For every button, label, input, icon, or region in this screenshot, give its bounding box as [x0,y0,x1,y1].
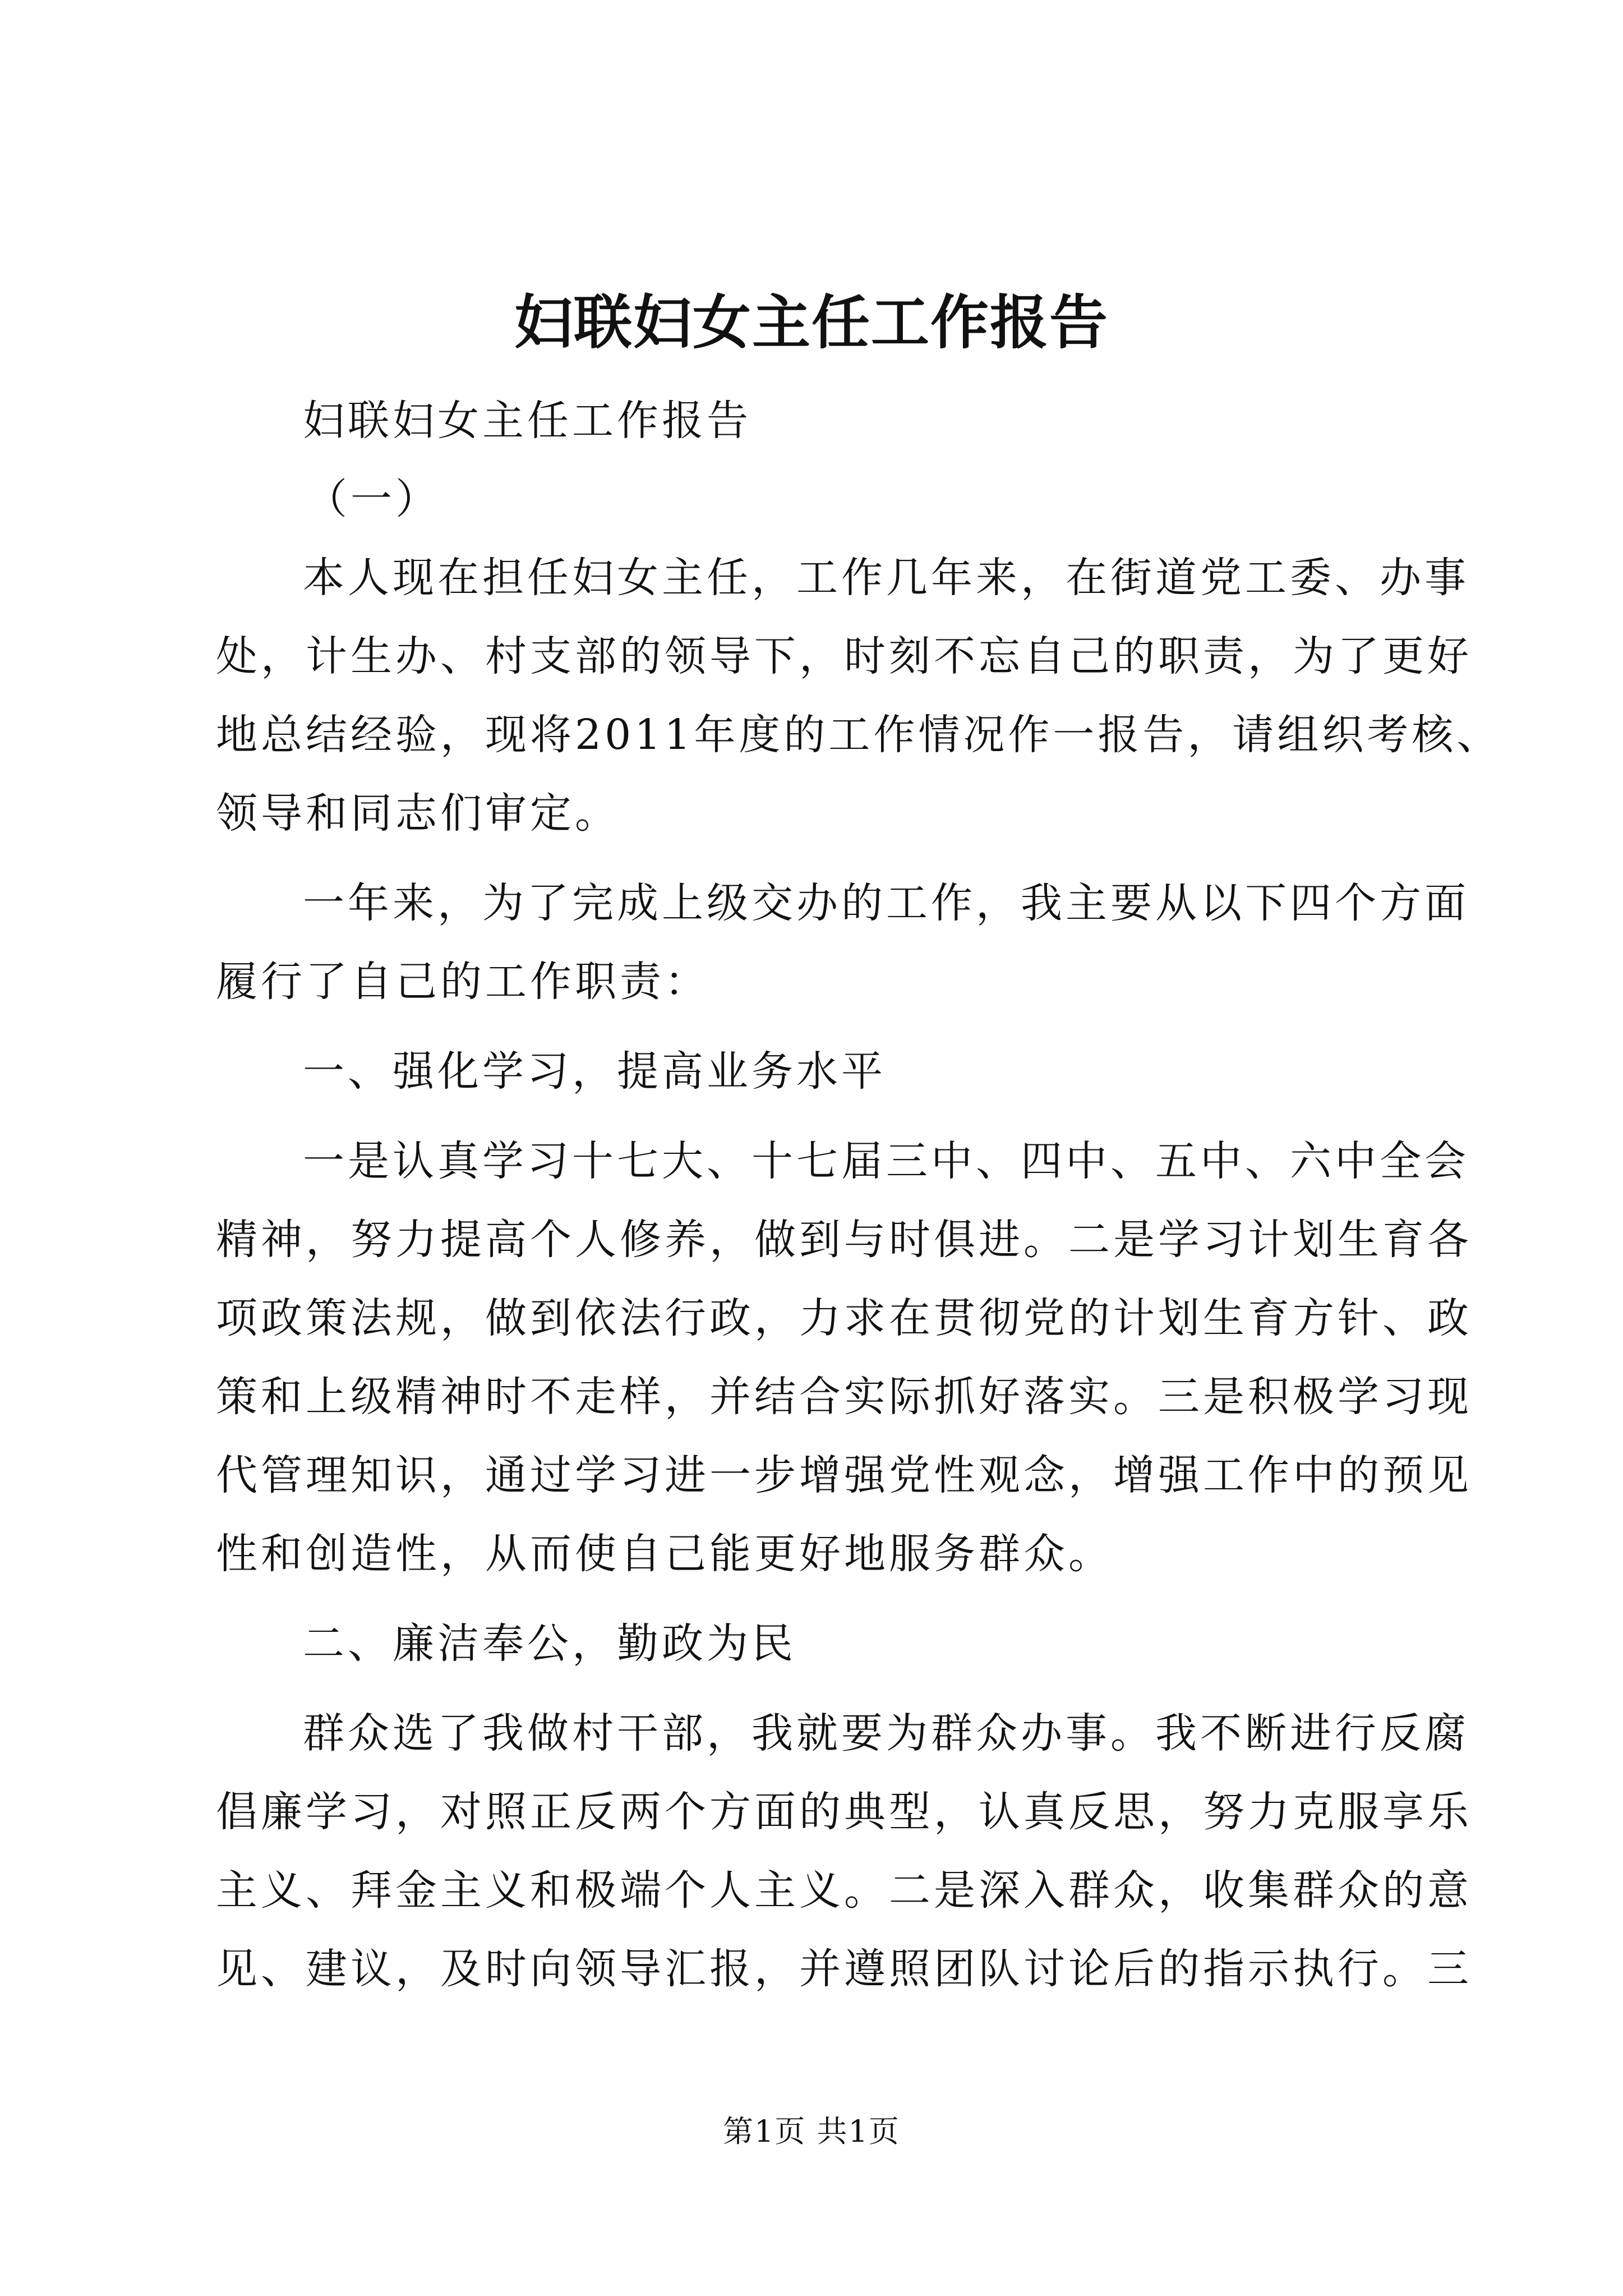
subtitle-line: 妇联妇女主任工作报告 [303,397,751,445]
paragraph-line: 地总结经验，现将2011年度的工作情况作一报告，请组织考核、 [216,711,1502,759]
paragraph-line: 领导和同志们审定。 [216,789,620,838]
paragraph-line: 本人现在担任妇女主任，工作几年来，在街道党工委、办事 [303,554,1469,602]
section-number-line: （一） [306,475,440,523]
paragraph-line: 倡廉学习，对照正反两个方面的典型，认真反思，努力克服享乐 [216,1788,1472,1836]
paragraph-line: 性和创造性，从而使自己能更好地服务群众。 [216,1530,1113,1578]
paragraph-line: 主义、拜金主义和极端个人主义。二是深入群众，收集群众的意 [216,1866,1472,1915]
paragraph-line: 履行了自己的工作职责： [216,958,709,1006]
document-title: 妇联妇女主任工作报告 [514,288,1109,357]
paragraph-line: 群众选了我做村干部，我就要为群众办事。我不断进行反腐 [303,1709,1469,1757]
paragraph-line: 策和上级精神时不走样，并结合实际抓好落实。三是积极学习现 [216,1373,1472,1421]
paragraph-line: 项政策法规，做到依法行政，力求在贯彻党的计划生育方针、政 [216,1294,1472,1342]
paragraph-line: 代管理知识，通过学习进一步增强党性观念，增强工作中的预见 [216,1451,1472,1499]
page-footer: 第1页 共1页 [723,2114,900,2149]
section-heading: 一、强化学习，提高业务水平 [303,1047,886,1096]
paragraph-line: 处，计生办、村支部的领导下，时刻不忘自己的职责，为了更好 [216,632,1472,680]
paragraph-line: 一是认真学习十七大、十七届三中、四中、五中、六中全会 [303,1137,1469,1185]
paragraph-line: 见、建议，及时向领导汇报，并遵照团队讨论后的指示执行。三 [216,1945,1472,1993]
paragraph-line: 一年来，为了完成上级交办的工作，我主要从以下四个方面 [303,879,1469,927]
section-heading: 二、廉洁奉公，勤政为民 [303,1619,796,1668]
paragraph-line: 精神，努力提高个人修养，做到与时俱进。二是学习计划生育各 [216,1216,1472,1264]
